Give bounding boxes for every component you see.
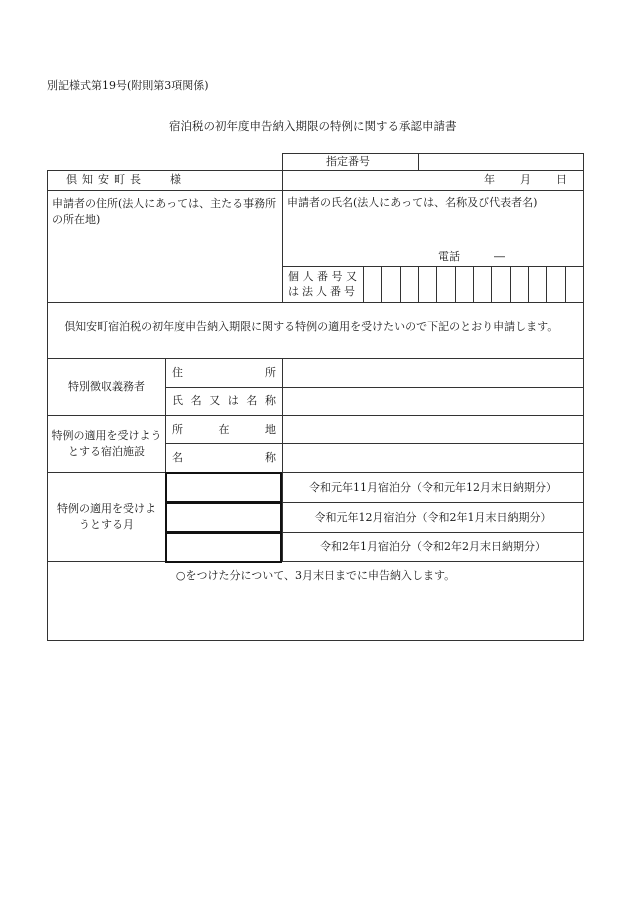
facility-location-label-text bbox=[172, 424, 276, 435]
collector-address-field[interactable] bbox=[284, 360, 582, 386]
id-digit-cell[interactable] bbox=[401, 267, 418, 302]
label-char: は bbox=[227, 394, 239, 407]
id-digit-cell[interactable] bbox=[437, 267, 454, 302]
label-char: 地 bbox=[265, 423, 276, 436]
label-char: 名 bbox=[172, 451, 183, 464]
collector-name-label-text bbox=[172, 395, 276, 406]
facility-name-field[interactable] bbox=[284, 444, 582, 471]
id-digit-cell[interactable] bbox=[529, 267, 546, 302]
designation-number-label: 指定番号 bbox=[326, 155, 370, 168]
id-digit-cell[interactable] bbox=[547, 267, 564, 302]
month-option-3: 令和2年1月宿泊分（令和2年2月末日納期分） bbox=[320, 540, 546, 554]
label-char: 所 bbox=[172, 423, 183, 436]
collector-name-field[interactable] bbox=[284, 388, 582, 414]
month-option-2: 令和元年12月宿泊分（令和2年1月末日納期分） bbox=[314, 510, 552, 524]
footer-note: ○をつけた分について、3月末日までに申告納入します。 bbox=[175, 569, 456, 583]
facility-label: 特例の適用を受けようとする宿泊施設 bbox=[51, 429, 162, 458]
label-char: 又 bbox=[209, 394, 221, 407]
phone-separator: ― bbox=[494, 250, 505, 263]
document-title: 宿泊税の初年度申告納入期限の特例に関する承認申請書 bbox=[169, 119, 457, 133]
label-char: 称 bbox=[264, 394, 276, 407]
applicant-name-label: 申請者の氏名(法人にあっては、名称及び代表者名) bbox=[287, 196, 538, 209]
month-option-1: 令和元年11月宿泊分（令和元年12月末日納期分） bbox=[309, 480, 557, 494]
id-digit-cell[interactable] bbox=[364, 267, 381, 302]
id-number-label: 個人番号又は法人番号 bbox=[288, 270, 360, 298]
label-char: 名 bbox=[246, 394, 258, 407]
facility-name-label bbox=[172, 452, 276, 463]
collector-address-label bbox=[172, 367, 276, 378]
id-digit-cell[interactable] bbox=[456, 267, 473, 302]
label-char: 住 bbox=[172, 366, 183, 379]
label-char: 在 bbox=[218, 423, 230, 436]
label-char: 名 bbox=[190, 394, 202, 407]
label-char: 氏 bbox=[172, 394, 183, 407]
collector-address-label-text bbox=[172, 367, 276, 378]
collector-label: 特別徴収義務者 bbox=[68, 380, 145, 394]
id-digit-cell[interactable] bbox=[566, 267, 583, 302]
facility-location-field[interactable] bbox=[284, 416, 582, 442]
designation-number-field[interactable] bbox=[420, 154, 582, 169]
addressee-honorific: 様 bbox=[170, 173, 181, 186]
month-select-box-1[interactable] bbox=[165, 472, 282, 503]
months-label: 特例の適用を受けようとする月 bbox=[57, 502, 156, 531]
month-select-box-3[interactable] bbox=[165, 532, 282, 563]
id-digit-cell[interactable] bbox=[474, 267, 491, 302]
date-year-label: 年 bbox=[484, 173, 495, 186]
application-statement: 倶知安町宿泊税の初年度申告納入期限に関する特例の適用を受けたいので下記のとおり申請します。 bbox=[64, 320, 559, 333]
month-select-box-2[interactable] bbox=[165, 502, 282, 533]
phone-label: 電話 bbox=[438, 250, 460, 263]
form-reference: 別記様式第19号(附則第3項関係) bbox=[47, 79, 209, 92]
label-char: 所 bbox=[265, 366, 276, 379]
addressee: 倶知安町長 bbox=[66, 173, 146, 186]
applicant-address-label: 申請者の住所(法人にあっては、主たる事務所の所在地) bbox=[52, 197, 277, 226]
facility-name-label-text bbox=[172, 452, 276, 463]
collector-name-label bbox=[172, 395, 276, 406]
id-digit-cell[interactable] bbox=[419, 267, 436, 302]
label-char: 称 bbox=[265, 451, 276, 464]
facility-location-label bbox=[172, 424, 276, 435]
date-month-label: 月 bbox=[520, 173, 531, 186]
id-digit-cell[interactable] bbox=[492, 267, 509, 302]
id-digit-cell[interactable] bbox=[382, 267, 399, 302]
id-digit-cell[interactable] bbox=[511, 267, 528, 302]
date-day-label: 日 bbox=[556, 173, 567, 186]
